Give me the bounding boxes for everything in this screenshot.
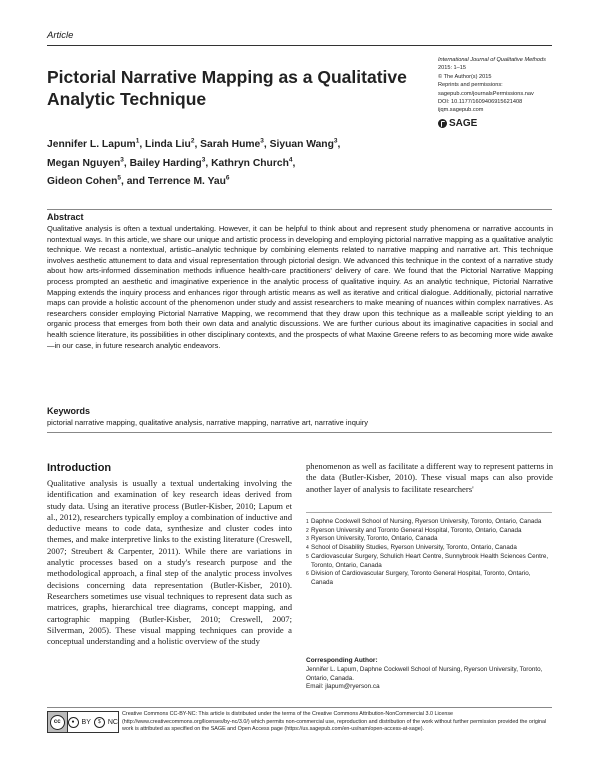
author: Jennifer L. Lapum$^1$,: [47, 138, 146, 151]
article-type-label: Article: [47, 30, 74, 41]
introduction-column-1: Qualitative analysis is usually a textual undertaking involving the identification and examination of key research ideas derived from study data. Using an iterative process (Butler-Kisber, 2010; Lapum et al., 2012), researchers typically employ a combination of inductive and deductive means to code data, synthesize and cluster codes into themes, and make interpretive links to the existing literature (Creswell, 2007; Streubert & Carpenter, 2011). While there are variations in analytic processes based on a study's research purpose and the methodological approach, a final step of the analytic process involves decisions concerning data representation (Butler-Kisber, 2010). Researchers sometimes use visual techniques to represent data such as matrices, graphs, hierarchical tree diagrams, concept mapping, and cartographic mapping (Butler-Kisber, 2010; Creswell, 2007; Silverman, 2005). These visual mapping techniques can provide a conceptual understanding and a holistic overview of the study: [47, 478, 292, 647]
affiliations: [306, 518, 554, 588]
keywords-heading: Keywords: [47, 406, 91, 416]
doi[interactable]: DOI: 10.1177/1609406915621408: [438, 99, 523, 106]
author: Terrence M. Yau$^6$: [147, 174, 230, 188]
keywords-text: pictorial narrative mapping, qualitative analysis, narrative mapping, narrative art, narrative inquiry: [47, 418, 368, 427]
author: Linda Liu$^2$,: [145, 138, 201, 151]
corresponding-author: [306, 666, 552, 692]
journal-info: [438, 56, 563, 115]
author-list: [47, 134, 392, 189]
sage-logo: [438, 118, 477, 129]
affiliation: 4 School of Disability Studies, Ryerson University, Toronto, Ontario, Canada: [306, 544, 517, 552]
article-title: Pictorial Narrative Mapping as a Qualitative Analytic Technique: [47, 67, 407, 109]
by-label: BY: [81, 718, 91, 726]
reprints-label: Reprints and permissions:: [438, 82, 503, 89]
journal-name: International Journal of Qualitative Methods: [438, 57, 546, 63]
license-text: Creative Commons CC-BY-NC: This article is distributed under the terms of the Creative Commons Attribution-NonCommercial 3.0 License (http://www.creativecommons.org/licenses/by-nc/3.0/) which permits non-commercial use, reproduction and distribution of the work without further permission provided the original work is attributed as specified on the SAGE and Open Access page (https://us.sagepub.com/en-us/nam/open-access-at-sage).: [122, 711, 547, 733]
corresponding-author-heading: Corresponding Author:: [306, 657, 378, 664]
abstract-text: Qualitative analysis is often a textual undertaking. However, it can be helpful to think about and represent study phenomena or narrative accounts in nontextual ways. In this article, we share our unique and artistic process in developing and employing pictorial narrative mapping as a qualitative analytic technique. We recast a nontextual, artistic–analytic technique by combining elements related to narrative mapping and narrative art. This technique involves aesthetic attunement to data and visual representation through pictorial design. We advanced this technique in the context of a narrative study about how arts-informed dissemination methods influence health-care practitioners' delivery of care. We found that the Pictorial Narrative Mapping process prompted an aesthetic and imaginative experience in the analytic process of qualitative inquiry. As an analytic technique, Pictorial Narrative Mapping extends the inquiry process and enhances rigor through artistic means as well as iterative and critical dialogue. Additionally, pictorial narrative maps can provide a holistic account of the phenomenon under study and assist researchers to make meaning of nuances within complex narratives. As researchers consider employing Pictorial Narrative Mapping, we recommend that they draw upon this technique as a malleable script yielding to an organic process that emerges from both their own data and analytic discussions. We are further curious about its imaginative capacities in social and health science literature, its possibilities in other disciplinary contexts, and the prospects of what Maxine Greene refers to as becoming more wide awake—in our case, in future research analytic endeavors.: [47, 224, 553, 350]
author: Megan Nguyen$^3$,: [47, 156, 130, 169]
affiliation: 6 Division of Cardiovascular Surgery, Toronto General Hospital, Toronto, Ontario, Canada: [306, 570, 531, 586]
permissions-link[interactable]: sagepub.com/journalsPermissions.nav: [438, 90, 534, 97]
by-icon: ●: [68, 717, 79, 728]
cc-license-badge[interactable]: [47, 711, 119, 733]
introduction-heading: Introduction: [47, 462, 112, 474]
cc-icon: cc: [50, 715, 65, 730]
sage-icon: [438, 119, 447, 128]
introduction-column-2: phenomenon as well as facilitate a different way to represent patterns in the data (Butler-Kisber, 2010). These visual maps can also provide another layer of analysis to facilitate researchers': [306, 461, 553, 494]
affiliation: 1 Daphne Cockwell School of Nursing, Ryerson University, Toronto, Ontario, Canada: [306, 518, 542, 525]
footer-rule: [47, 707, 552, 708]
author: Bailey Harding$^3$,: [129, 156, 212, 169]
author: Kathryn Church$^4$,: [211, 156, 296, 169]
header-rule: [47, 45, 552, 46]
sage-wordmark: SAGE: [449, 118, 478, 129]
abstract-heading: Abstract: [47, 212, 84, 222]
affiliation: 2 Ryerson University and Toronto General Hospital, Toronto, Ontario, Canada: [306, 526, 522, 534]
keywords-rule: [47, 432, 552, 433]
corresponding-author-address: Jennifer L. Lapum, Daphne Cockwell School of Nursing, Ryerson University, Toronto, Ontario, Canada.: [306, 666, 543, 682]
author: Siyuan Wang$^3$,: [269, 138, 341, 151]
affiliation: 3 Ryerson University, Toronto, Ontario, Canada: [306, 535, 438, 543]
corresponding-author-email[interactable]: Email: jlapum@ryerson.ca: [306, 683, 380, 691]
copyright: © The Author(s) 2015: [438, 73, 492, 80]
nc-icon: $: [94, 717, 105, 728]
nc-label: NC: [107, 718, 118, 726]
journal-year-pages: 2015: 1–15: [438, 65, 466, 72]
affiliation: 5 Cardiovascular Surgery, Schulich Heart Centre, Sunnybrook Health Sciences Centre, Toronto, Ontario, Canada: [306, 552, 549, 569]
journal-url[interactable]: ijqm.sagepub.com: [438, 107, 484, 114]
affiliations-rule: [306, 512, 552, 513]
author: Sarah Hume$^3$,: [200, 138, 270, 151]
author: Gideon Cohen$^5$, and: [47, 174, 148, 188]
abstract-rule: [47, 209, 552, 210]
